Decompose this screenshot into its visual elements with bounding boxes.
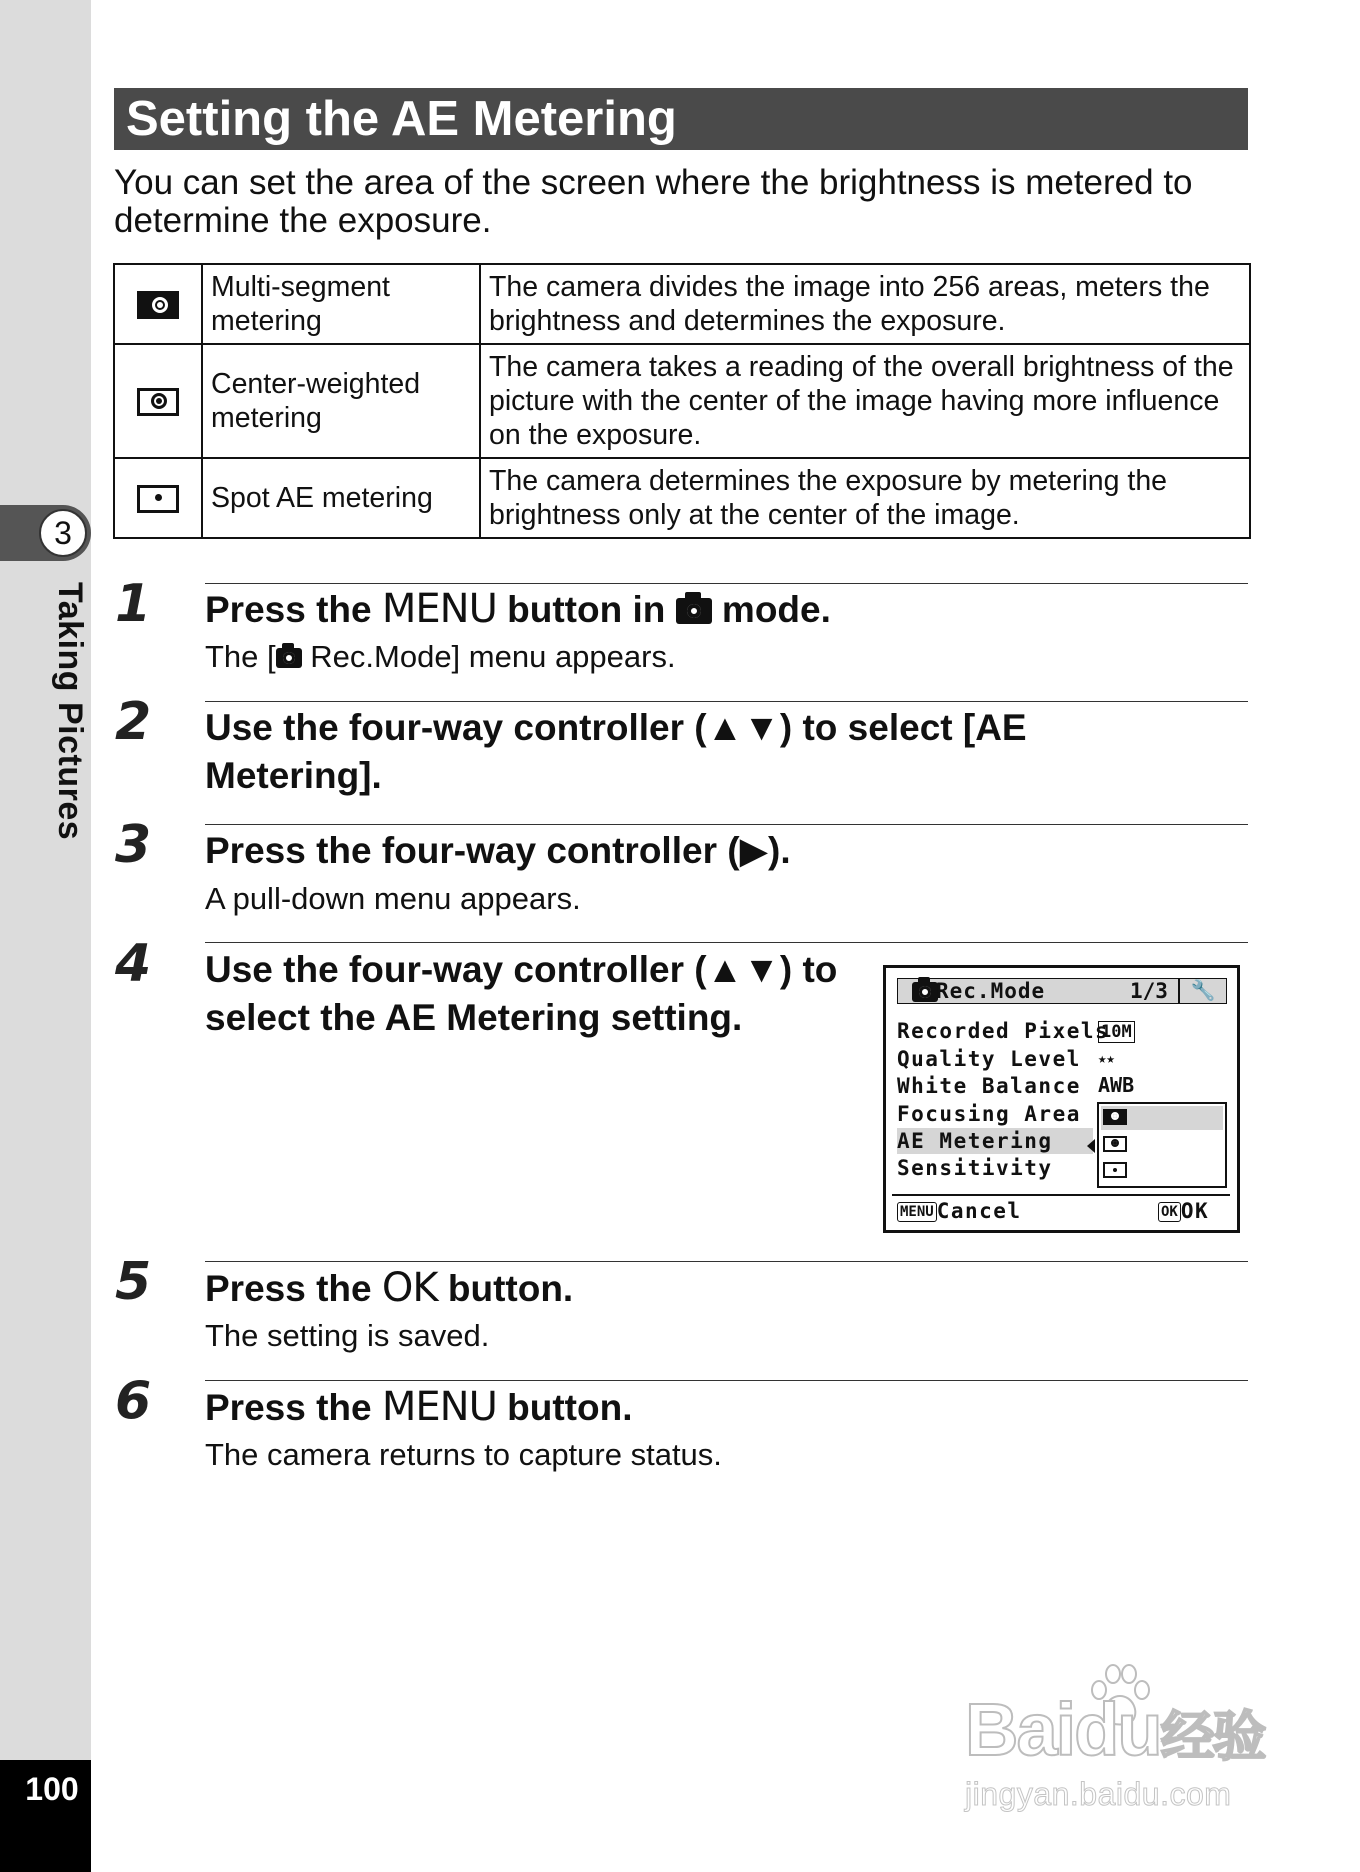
multi-segment-metering-icon[interactable] bbox=[1103, 1109, 1127, 1125]
camera-icon bbox=[676, 598, 712, 624]
mode-description: The camera determines the exposure by metering the brightness only at the center of the image. bbox=[480, 458, 1250, 538]
ok-key-label: OK bbox=[1158, 1202, 1181, 1222]
step-body: The camera returns to capture status. bbox=[205, 1437, 722, 1472]
step-title bbox=[205, 1383, 632, 1432]
step-divider bbox=[205, 942, 1248, 943]
side-strip bbox=[0, 0, 91, 1872]
watermark-url: jingyan.baidu.com bbox=[965, 1776, 1232, 1812]
step-title: Use the four-way controller (▲▼) to select [AE Metering]. bbox=[205, 707, 1027, 796]
multi-segment-metering-icon bbox=[137, 291, 179, 319]
mode-name: Spot AE metering bbox=[202, 458, 480, 538]
baidu-watermark bbox=[965, 1660, 1295, 1830]
step-title-text: Press the bbox=[205, 1268, 372, 1309]
center-weighted-metering-icon bbox=[137, 388, 179, 416]
step-body bbox=[205, 638, 676, 676]
step-divider bbox=[205, 583, 1248, 584]
lcd-menu-title: Rec.Mode bbox=[936, 979, 1046, 1003]
step-body-text: The [ bbox=[205, 639, 276, 674]
step-number: 5 bbox=[115, 1252, 152, 1312]
lcd-item-value: AWB bbox=[1098, 1073, 1135, 1097]
step-title-text: mode. bbox=[721, 589, 831, 630]
metering-table bbox=[113, 263, 1251, 539]
step-body: A pull-down menu appears. bbox=[205, 881, 581, 916]
step-title: Use the four-way controller (▲▼) to select the AE Metering setting. bbox=[205, 949, 838, 1038]
lcd-divider bbox=[892, 1194, 1230, 1196]
step-number: 3 bbox=[115, 815, 152, 875]
chapter-title: Taking Pictures bbox=[51, 582, 89, 841]
step-title-text: Press the bbox=[205, 1387, 372, 1428]
lcd-menu-item[interactable]: White Balance bbox=[897, 1074, 1081, 1098]
step-title-text: button. bbox=[447, 1268, 574, 1309]
lcd-menu-item[interactable]: Sensitivity bbox=[897, 1156, 1053, 1180]
lcd-menu-item[interactable]: Focusing Area bbox=[897, 1102, 1081, 1126]
table-row bbox=[114, 458, 1250, 538]
step-title bbox=[205, 585, 831, 634]
table-row bbox=[114, 264, 1250, 344]
step-divider bbox=[205, 1380, 1248, 1381]
lcd-item-value: ★★ bbox=[1098, 1051, 1115, 1067]
icon-cell bbox=[114, 458, 202, 538]
menu-key-label: MENU bbox=[381, 586, 497, 632]
step-body: The setting is saved. bbox=[205, 1318, 490, 1353]
step-title: Press the four-way controller (▶). bbox=[205, 830, 791, 871]
page-title: Setting the AE Metering bbox=[126, 92, 677, 146]
icon-cell bbox=[114, 344, 202, 458]
cancel-label: Cancel bbox=[936, 1199, 1022, 1223]
watermark-brand: Baidu经验 bbox=[965, 1688, 1265, 1771]
mode-description: The camera divides the image into 256 areas, meters the brightness and determines the exposure. bbox=[480, 264, 1250, 344]
lcd-menu-item[interactable]: Quality Level bbox=[897, 1047, 1081, 1071]
step-title-text: button. bbox=[507, 1387, 633, 1428]
ok-key-label: OK bbox=[381, 1265, 438, 1311]
lcd-menu-item[interactable]: Recorded Pixels bbox=[897, 1019, 1110, 1043]
camera-icon bbox=[276, 648, 302, 668]
mode-description: The camera takes a reading of the overall brightness of the picture with the center of the image having more influence on the exposure. bbox=[480, 344, 1250, 458]
step-title-text: Press the bbox=[205, 589, 372, 630]
camera-lcd-screen bbox=[883, 965, 1240, 1233]
spot-metering-icon bbox=[137, 485, 179, 513]
lcd-ok[interactable] bbox=[1158, 1198, 1209, 1224]
spot-metering-icon[interactable] bbox=[1103, 1162, 1127, 1178]
lcd-cancel[interactable] bbox=[897, 1198, 1022, 1224]
ok-label: OK bbox=[1180, 1199, 1210, 1223]
step-divider bbox=[205, 824, 1248, 825]
wrench-icon[interactable]: 🔧 bbox=[1179, 978, 1227, 1004]
table-row bbox=[114, 344, 1250, 458]
chapter-number: 3 bbox=[39, 509, 87, 557]
lcd-menu-item-selected[interactable]: AE Metering bbox=[897, 1128, 1093, 1154]
step-body-text: Rec.Mode] menu appears. bbox=[301, 639, 676, 674]
step-title bbox=[205, 1264, 573, 1313]
step-number: 6 bbox=[115, 1371, 152, 1431]
step-title-text: button in bbox=[507, 589, 666, 630]
lcd-item-value: 10M bbox=[1098, 1021, 1135, 1043]
ae-metering-dropdown[interactable] bbox=[1097, 1102, 1227, 1188]
mode-name: Multi-segment metering bbox=[202, 264, 480, 344]
step-number: 2 bbox=[115, 692, 152, 752]
step-divider bbox=[205, 1261, 1248, 1262]
intro-text: You can set the area of the screen where the brightness is metered to determine the exposure. bbox=[114, 163, 1193, 240]
lcd-page-indicator: 1/3 bbox=[1130, 979, 1168, 1003]
icon-cell bbox=[114, 264, 202, 344]
left-arrow-icon bbox=[1087, 1139, 1095, 1153]
menu-key-label: MENU bbox=[897, 1202, 937, 1222]
step-number: 4 bbox=[115, 934, 152, 994]
step-number: 1 bbox=[115, 574, 152, 634]
camera-icon bbox=[912, 982, 938, 1002]
mode-name: Center-weighted metering bbox=[202, 344, 480, 458]
menu-key-label: MENU bbox=[381, 1384, 497, 1430]
page-number: 100 bbox=[25, 1771, 79, 1807]
step-divider bbox=[205, 701, 1248, 702]
center-weighted-metering-icon[interactable] bbox=[1103, 1136, 1127, 1152]
